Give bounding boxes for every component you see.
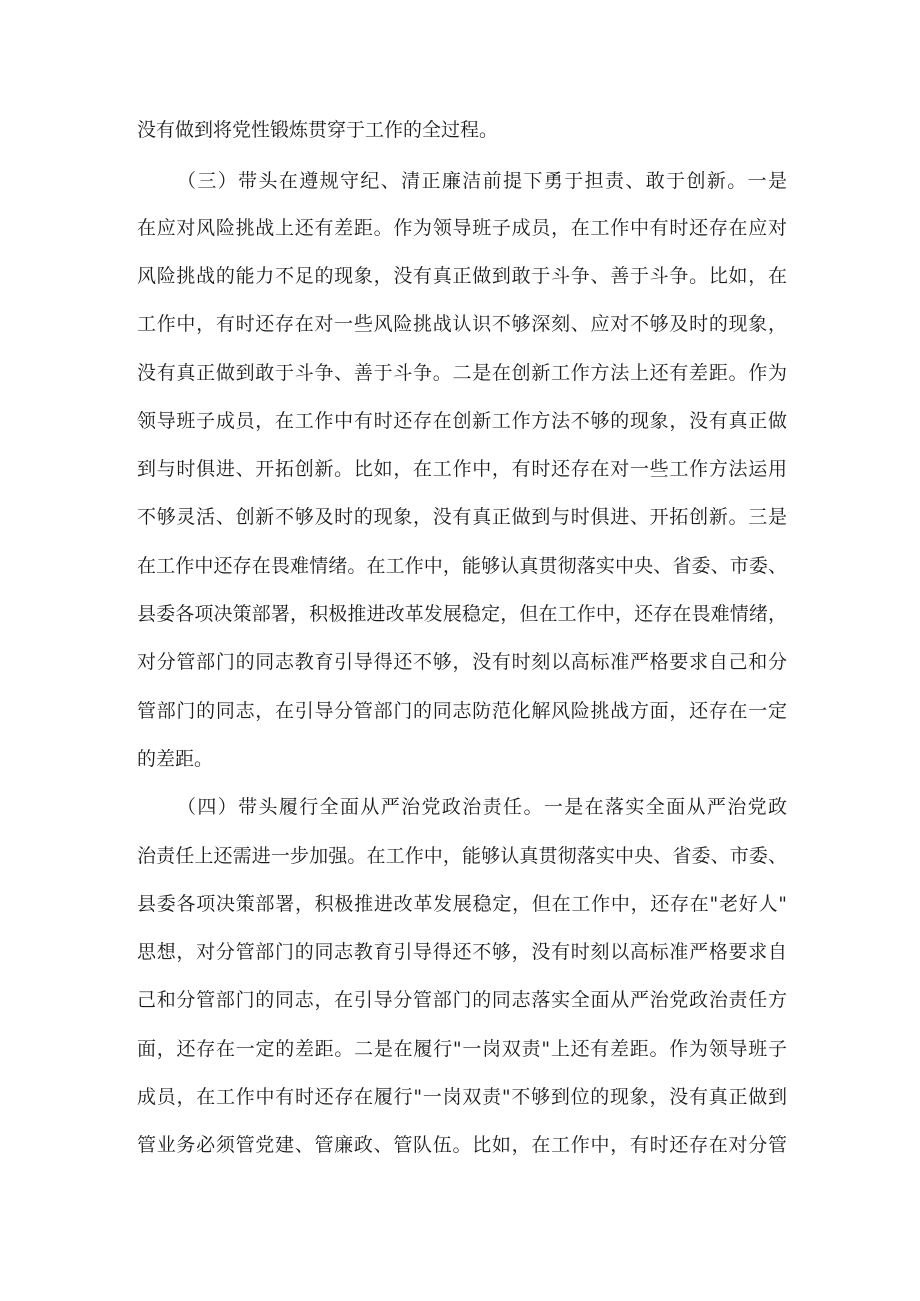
text-line: 在应对风险挑战上还有差距。作为领导班子成员，在工作中有时还存在应对 — [137, 217, 787, 239]
text-line: 领导班子成员，在工作中有时还存在创新工作方法不够的现象，没有真正做 — [137, 410, 787, 432]
text-line: 没有真正做到敢于斗争、善于斗争。二是在创新工作方法上还有差距。作为 — [137, 362, 787, 384]
text-line: 工作中，有时还存在对一些风险挑战认识不够深刻、应对不够及时的现象， — [137, 313, 787, 335]
text-line: 风险挑战的能力不足的现象，没有真正做到敢于斗争、善于斗争。比如，在 — [137, 265, 787, 287]
text-line: 管业务必须管党建、管廉政、管队伍。比如，在工作中，有时还存在对分管 — [137, 1134, 787, 1156]
text-line: 县委各项决策部署，积极推进改革发展稳定，但在工作中，还存在畏难情绪， — [137, 603, 787, 625]
text-line: 到与时俱进、开拓创新。比如，在工作中，有时还存在对一些工作方法运用 — [137, 458, 787, 480]
text-line: 县委各项决策部署，积极推进改革发展稳定，但在工作中，还存在"老好人" — [137, 893, 787, 915]
text-line: 管部门的同志，在引导分管部门的同志防范化解风险挑战方面，还存在一定 — [137, 700, 787, 722]
text-line: 没有做到将党性锻炼贯穿于工作的全过程。 — [137, 119, 499, 141]
text-line: 在工作中还存在畏难情绪。在工作中，能够认真贯彻落实中央、省委、市委、 — [137, 555, 787, 577]
section-heading-line: （三）带头在遵规守纪、清正廉洁前提下勇于担责、敢于创新。一是 — [177, 170, 787, 192]
text-line: 的差距。 — [137, 748, 214, 770]
text-line: 成员，在工作中有时还存在履行"一岗双责"不够到位的现象，没有真正做到 — [137, 1086, 787, 1108]
text-line: 治责任上还需进一步加强。在工作中，能够认真贯彻落实中央、省委、市委、 — [137, 845, 787, 867]
text-line: 面，还存在一定的差距。二是在履行"一岗双责"上还有差距。作为领导班子 — [137, 1038, 787, 1060]
text-line: 不够灵活、创新不够及时的现象，没有真正做到与时俱进、开拓创新。三是 — [137, 506, 787, 528]
section-heading-line: （四）带头履行全面从严治党政治责任。一是在落实全面从严治党政 — [177, 796, 787, 818]
text-line: 对分管部门的同志教育引导得还不够，没有时刻以高标准严格要求自己和分 — [137, 651, 787, 673]
text-line: 思想，对分管部门的同志教育引导得还不够，没有时刻以高标准严格要求自 — [137, 941, 787, 963]
text-line: 己和分管部门的同志，在引导分管部门的同志落实全面从严治党政治责任方 — [137, 989, 787, 1011]
